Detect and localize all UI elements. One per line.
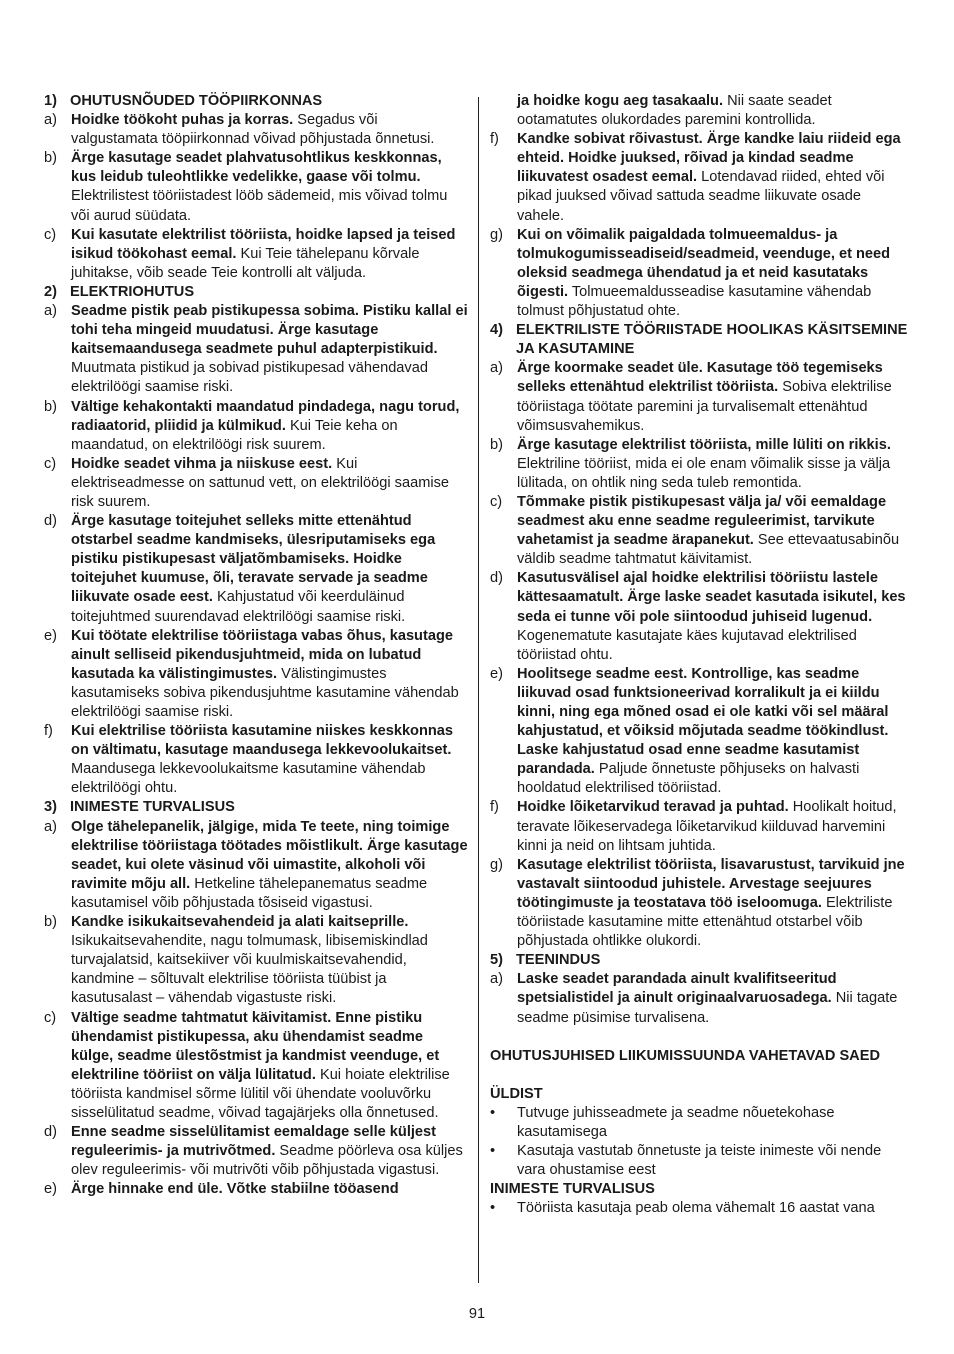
spacer [490, 1028, 910, 1047]
list-item [44, 111, 468, 149]
item-body-text: Välistingimustes kasutamiseks sobiva pikendusjuhtme kasutamine vähendab elektrilöögi saamise riski. [71, 665, 459, 720]
item-body-text: Kui Teie tähelepanu kõrvale juhitakse, võib seade Teie kontrolli alt väljuda. [71, 245, 420, 281]
item-content [71, 913, 468, 1008]
item-marker: e) [44, 627, 57, 644]
right-column [490, 92, 910, 1218]
list-item [490, 493, 910, 569]
item-content [71, 455, 468, 512]
bullet-item [490, 1104, 910, 1142]
list-item [44, 149, 468, 225]
section-title: TEENINDUS [516, 952, 601, 969]
list-item [490, 436, 910, 493]
item-marker: f) [490, 131, 499, 148]
item-bold-text: Hoidke töökoht puhas ja korras. [71, 112, 294, 129]
item-body-text: Hoolikalt hoitud, teravate lõikeservadega lõiketarvikud kiilduvad harvemini kinni ja neid on lihtsam juhtida. [517, 799, 897, 854]
item-marker: f) [44, 723, 53, 740]
item-content [71, 149, 468, 225]
list-item [490, 130, 910, 225]
item-content [517, 130, 910, 225]
item-content [517, 798, 910, 855]
item-body-text: Maandusega lekkevoolukaitsme kasutamine vähendab elektrilöögi ohtu. [71, 761, 426, 797]
item-content [71, 1180, 468, 1199]
item-body-text: Tolmueemaldusseadise kasutamine vähendab tolmust põhjustatud ohte. [517, 283, 872, 320]
item-bold-text: Kui kasutate elektrilist tööriista, hoidke lapsed ja teised isikud töökohast eemal. [71, 226, 456, 262]
item-marker: a) [490, 360, 503, 377]
section-title: ELEKTRILISTE TÖÖRIISTADE HOOLIKAS KÄSITSEMINE JA KASUTAMINE [516, 322, 908, 358]
item-body-text: Kui hoiate elektrilise tööriista kandmisel sõrme lülitil või ühendate vooluvõrku sisselülitatud seadme, võivad tagajärjeks olla õnnetused. [71, 1066, 450, 1121]
item-bold-text: Olge tähelepanelik, jälgige, mida Te teete, ning toimige elektrilise tööriistaga töötades mõistlikult. Ärge kasutage seadet, kui olete väsinud või uimastite, alkoholi või ravimite mõju all. [71, 818, 468, 892]
item-marker: e) [44, 1181, 57, 1198]
item-marker: d) [44, 1124, 57, 1141]
item-content [490, 92, 910, 130]
page-number: 91 [468, 1306, 486, 1322]
item-body-text: Segadus või valgustamata tööpiirkonnad võivad põhjustada õnnetusi. [71, 112, 435, 148]
item-bold-text: Kasutage elektrilist tööriista, lisavarustust, tarvikuid jne vastavalt siintoodud juhistele. Arvestage seejuures töötingimuste ja teostatava töö iseloomuga. [517, 856, 905, 911]
item-body-text: Kui Teie keha on maandatud, on elektrilöögi risk suurem. [71, 417, 398, 453]
item-body-text: Sobiva elektrilise tööriistaga töötate paremini ja turvalisemalt ettenähtud võimsusvahemikus. [517, 379, 892, 434]
item-content [71, 722, 468, 798]
item-content [71, 111, 468, 149]
item-content [71, 1009, 468, 1124]
item-bold-text: Enne seadme sisselülitamist eemaldage selle küljest reguleerimis- ja mutrivõtmed. [71, 1124, 437, 1160]
item-bold-text: Kui töötate elektrilise tööriistaga vabas õhus, kasutage ainult selliseid pikendusjuhtmeid, mida on lubatud kasutada ka välistingimustes. [71, 627, 453, 682]
item-marker: g) [490, 226, 503, 243]
item-bold-text: Kandke sobivat rõivastust. Ärge kandke laiu riideid ega ehteid. Hoidke juuksed, rõivad ja kindad seadme liikuvatest osadest eemal. [517, 131, 901, 186]
item-content [517, 359, 910, 435]
item-content [71, 1123, 468, 1180]
list-item [490, 226, 910, 321]
section-number: 2) [44, 283, 57, 300]
item-body-text: Seadme pöörleva osa küljes olev reguleerimis- või mutrivõti võib põhjustada vigastusi. [71, 1143, 463, 1179]
item-body-text: Kui elektriseadmesse on sattunud vett, on elektrilöögi saamise risk suurem. [71, 455, 450, 510]
item-bold-text: Hoidke seadet vihma ja niiskuse eest. [71, 455, 333, 472]
list-item [44, 226, 468, 283]
item-bold-text: Ärge kasutage toitejuhet selleks mitte ettenähtud otstarbel seadme kandmiseks, ülesriputamiseks ega pistiku pistikupesast väljatõmbamiseks. Hoidke toitejuhet kuumuse, õli, teravate servade ja seadme liikuvate osade eest. [71, 513, 436, 606]
list-item [490, 92, 910, 130]
list-item [490, 359, 910, 435]
item-content [517, 493, 910, 569]
item-content [517, 970, 910, 1027]
item-body-text: Hetkeline tähelepanematus seadme kasutamisel võib põhjustada tõsiseid vigastusi. [71, 875, 428, 911]
section-number: 4) [490, 322, 503, 339]
item-body-text: Nii saate seadet ootamatutes olukordades paremini kontrollida. [517, 93, 832, 129]
item-bold-text: Seadme pistik peab pistikupessa sobima. Pistiku kallal ei tohi teha mingeid muudatusi. Ärge kasutage kaitsemaandusega seadmete puhul adapterpistikuid. [71, 303, 468, 358]
item-content [71, 512, 468, 627]
item-body-text: See ettevaatusabinõu väldib seadme tahtmatut käivitamist. [517, 532, 900, 568]
item-bold-text: Kasutusvälisel ajal hoidke elektrilisi tööriistu lastele kättesaamatult. Ärge laske seadet kasutada isikutel, kes seda ei tunne või pole siintoodud juhiseid lugenud. [517, 570, 906, 625]
item-content [517, 226, 910, 321]
item-body-text: Nii tagate seadme püsimise turvalisena. [517, 990, 898, 1026]
column-divider [478, 97, 479, 1283]
item-bold-text: Vältige seadme tahtmatut käivitamist. Enne pistiku ühendamist pistikupessa, aku ühendamist seadme külge, seadme ülestõstmist ja kandmist veenduge, et elektriline tööriist on välja lülitatud. [71, 1009, 440, 1083]
item-marker: c) [44, 226, 57, 243]
list-item [490, 798, 910, 855]
list-item [490, 856, 910, 951]
section-heading [44, 283, 468, 302]
item-body-text: Paljude õnnetuste põhjuseks on halvasti hooldatud elektrilised tööriistad. [517, 761, 860, 797]
item-marker: g) [490, 856, 503, 873]
item-bold-text: Tõmmake pistik pistikupesast välja ja/ või eemaldage seadmest aku enne seadme reguleerimist, tarvikute vahetamist ja seadme ärapanekut. [517, 493, 887, 549]
bullet-item [490, 1142, 910, 1180]
item-marker: c) [44, 455, 57, 472]
section-title: ELEKTRIOHUTUS [70, 283, 195, 300]
item-bold-text: Vältige kehakontakti maandatud pindadega, nagu torud, radiaatorid, pliidid ja külmikud. [71, 398, 460, 434]
item-body-text: Muutmata pistikud ja sobivad pistikupesad vähendavad elektrilöögi saamise riski. [71, 360, 428, 396]
item-content [71, 398, 468, 455]
item-body-text: Lotendavad riided, ehted või pikad juuksed võivad sattuda seadme liikuvate osade vahele. [517, 169, 885, 224]
item-content [71, 226, 468, 283]
bullet-icon: • [490, 1104, 496, 1121]
item-body-text: Kahjustatud või keerduläinud toitejuhtmed suurendavad elektrilöögi saamise riski. [71, 589, 406, 625]
list-item [490, 665, 910, 799]
list-item [44, 1009, 468, 1124]
subheading: ÜLDIST [490, 1085, 543, 1102]
item-body-text: Kogenematute kasutajate käes kujutavad elektrilised tööriistad ohtu. [517, 627, 857, 663]
section-title: OHUTUSNÕUDED TÖÖPIIRKONNAS [70, 93, 323, 109]
item-body-text: Isikukaitsevahendite, nagu tolmumask, libisemiskindlad turvajalatsid, kaitsekiiver või kuulmiskaitsevahendid, kandmine – sõltuvalt elektrilise tööriista tüübist ja kasutusalast – vähendab vigastuste riski. [71, 933, 428, 1007]
item-body-text: Elektrilistest tööriistadest lööb sädemeid, mis võivad tolmu või aurud süüdata. [71, 188, 448, 224]
list-item [44, 627, 468, 722]
bullet-item [490, 1199, 910, 1218]
item-marker: b) [490, 436, 503, 453]
list-item [490, 970, 910, 1027]
bullet-text: Kasutaja vastutab õnnetuste ja teiste inimeste või nende vara ohustamise eest [517, 1142, 882, 1179]
item-content [517, 856, 910, 951]
item-bold-text: Ärge kasutage elektrilist tööriista, mille lüliti on rikkis. [517, 436, 891, 453]
section-heading [44, 92, 468, 111]
item-marker: c) [44, 1009, 57, 1026]
item-content [71, 627, 468, 722]
section-heading [490, 951, 910, 970]
list-item [44, 1180, 468, 1199]
section-title: INIMESTE TURVALISUS [70, 799, 235, 816]
item-marker: b) [44, 398, 57, 415]
item-bold-text: Hoidke lõiketarvikud teravad ja puhtad. [517, 799, 789, 816]
item-bold-text: Ärge hinnake end üle. Võtke stabiilne tööasend [71, 1181, 399, 1198]
item-content [71, 302, 468, 397]
list-item [44, 722, 468, 798]
list-item [44, 455, 468, 512]
item-bold-text: Kui elektrilise tööriista kasutamine niiskes keskkonnas on vältimatu, kasutage maandusega lekkevoolukaitset. [71, 723, 454, 759]
list-item [490, 569, 910, 664]
item-body-text: Elektriliste tööriistade kasutamine mitte ettenähtud otstarbel võib põhjustada ohtlikke olukordi. [517, 894, 893, 950]
bullet-text: Tutvuge juhisseadmete ja seadme nõuetekohase kasutamisega [517, 1104, 835, 1140]
item-bold-text: Hoolitsege seadme eest. Kontrollige, kas seadme liikuvad osad funktsioneerivad korralikult ja ei kiildu kinni, ning ega mõned osad ei ole katki või sel määral kahjustatud, et võiksid mõjutada seadme töökindlust. Laske kahjustatud osad enne seadme kasutamist parandada. [517, 665, 889, 778]
section-heading [490, 321, 910, 359]
item-bold-text: Kui on võimalik paigaldada tolmueemaldus- ja tolmukogumisseadiseid/seadmeid, veenduge, et need oleksid seadmega ühendatud ja et neid kasutataks õigesti. [517, 226, 891, 300]
item-marker: e) [490, 665, 503, 682]
item-bold-text: Laske seadet parandada ainult kvalifitseeritud spetsialistidel ja ainult originaalvaruosadega. [517, 971, 837, 1007]
bullet-icon: • [490, 1200, 496, 1217]
bullet-text: Tööriista kasutaja peab olema vähemalt 16 aastat vana [517, 1200, 875, 1217]
list-item [44, 818, 468, 913]
item-marker: a) [44, 818, 57, 835]
item-body-text: Elektriline tööriist, mida ei ole enam võimalik sisse ja välja lülitada, on ohtlik ning seda tuleb remontida. [517, 455, 891, 491]
section-number: 5) [490, 952, 503, 969]
item-marker: a) [44, 112, 57, 129]
item-bold-text: Ärge koormake seadet üle. Kasutage töö tegemiseks selleks ettenähtud elektrilist tööriista. [517, 360, 883, 396]
left-column [44, 92, 468, 1199]
section-heading [44, 798, 468, 817]
item-bold-text: Ärge kasutage seadet plahvatusohtlikus keskkonnas, kus leidub tuleohtlikke vedelikke, gaase või tolmu. [71, 150, 442, 186]
item-marker: b) [44, 914, 57, 931]
item-content [517, 569, 910, 664]
item-marker: f) [490, 799, 499, 816]
list-item [44, 512, 468, 627]
section-number: 1) [44, 93, 57, 109]
item-bold-text: Kandke isikukaitsevahendeid ja alati kaitseprille. [71, 914, 409, 931]
list-item [44, 1123, 468, 1180]
list-item [44, 398, 468, 455]
item-content [517, 436, 910, 493]
item-marker: c) [490, 493, 503, 510]
list-item [44, 913, 468, 1008]
item-marker: a) [490, 971, 503, 988]
item-marker: d) [490, 570, 503, 587]
item-marker: b) [44, 150, 57, 167]
bullet-icon: • [490, 1142, 496, 1159]
spacer [490, 1066, 910, 1085]
list-item [44, 302, 468, 397]
item-marker: a) [44, 303, 57, 320]
item-content [71, 818, 468, 913]
item-marker: d) [44, 513, 57, 530]
item-bold-text: ja hoidke kogu aeg tasakaalu. [517, 93, 724, 109]
subheading: OHUTUSJUHISED LIIKUMISSUUNDA VAHETAVAD SAED [490, 1047, 880, 1064]
section-number: 3) [44, 799, 57, 816]
item-content [517, 665, 910, 799]
subheading: INIMESTE TURVALISUS [490, 1181, 655, 1198]
